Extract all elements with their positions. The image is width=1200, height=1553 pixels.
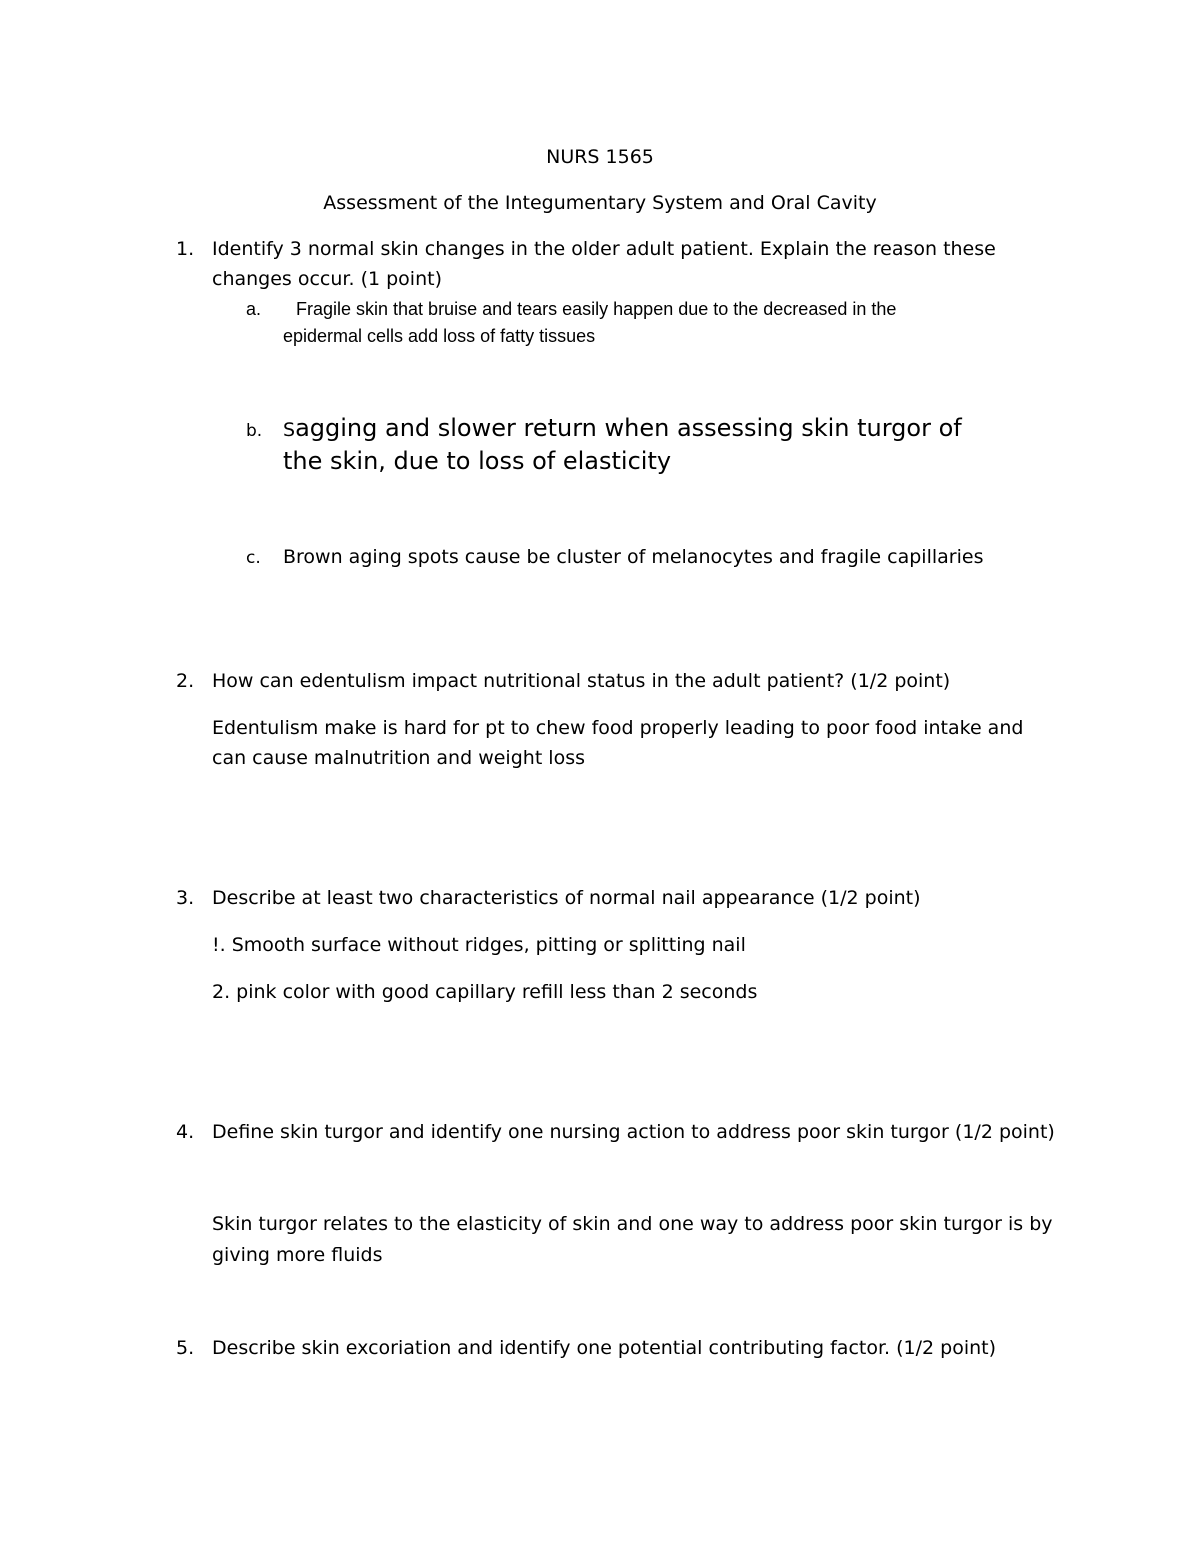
answer-2-line1: Edentulism make is hard for pt to chew food properly leading to poor food intake and (212, 717, 1024, 739)
answer-1b-line2: the skin, due to loss of elasticity (283, 447, 672, 475)
question-5-number: 5. (176, 1337, 195, 1359)
answer-1a-line2: epidermal cells add loss of fatty tissues (283, 326, 596, 346)
question-5-prompt: Describe skin excoriation and identify one potential contributing factor. (1/2 point) (212, 1337, 997, 1359)
answer-1b-initial: S (283, 419, 296, 441)
answer-1b-line1 (283, 412, 962, 447)
question-1-prompt-line2: changes occur. (1 point) (212, 268, 442, 290)
answer-4-line2: giving more fluids (212, 1244, 383, 1266)
question-1-number: 1. (176, 238, 195, 260)
question-2-number: 2. (176, 670, 195, 692)
answer-1b-label: b. (246, 421, 263, 441)
course-code: NURS 1565 (546, 146, 654, 168)
answer-1a-line1: Fragile skin that bruise and tears easily happen due to the decreased in the (296, 299, 897, 319)
answer-3-line2: 2. pink color with good capillary refill less than 2 seconds (212, 981, 758, 1003)
question-3-prompt: Describe at least two characteristics of normal nail appearance (1/2 point) (212, 887, 921, 909)
answer-1c-label: c. (246, 548, 261, 568)
question-3-number: 3. (176, 887, 195, 909)
document-title: Assessment of the Integumentary System and Oral Cavity (323, 192, 877, 214)
question-4-number: 4. (176, 1121, 195, 1143)
answer-1b-rest: agging and slower return when assessing skin turgor of (295, 414, 962, 442)
answer-1c-line1: Brown aging spots cause be cluster of melanocytes and fragile capillaries (283, 546, 984, 568)
answer-3-line1: !. Smooth surface without ridges, pitting or splitting nail (212, 934, 746, 956)
answer-4-line1: Skin turgor relates to the elasticity of skin and one way to address poor skin turgor is by (212, 1213, 1053, 1235)
question-4-prompt: Define skin turgor and identify one nursing action to address poor skin turgor (1/2 point) (212, 1121, 1055, 1143)
answer-2-line2: can cause malnutrition and weight loss (212, 747, 586, 769)
question-1-prompt-line1: Identify 3 normal skin changes in the older adult patient. Explain the reason these (212, 238, 996, 260)
question-2-prompt: How can edentulism impact nutritional status in the adult patient? (1/2 point) (212, 670, 951, 692)
answer-1a-label: a. (246, 299, 262, 319)
